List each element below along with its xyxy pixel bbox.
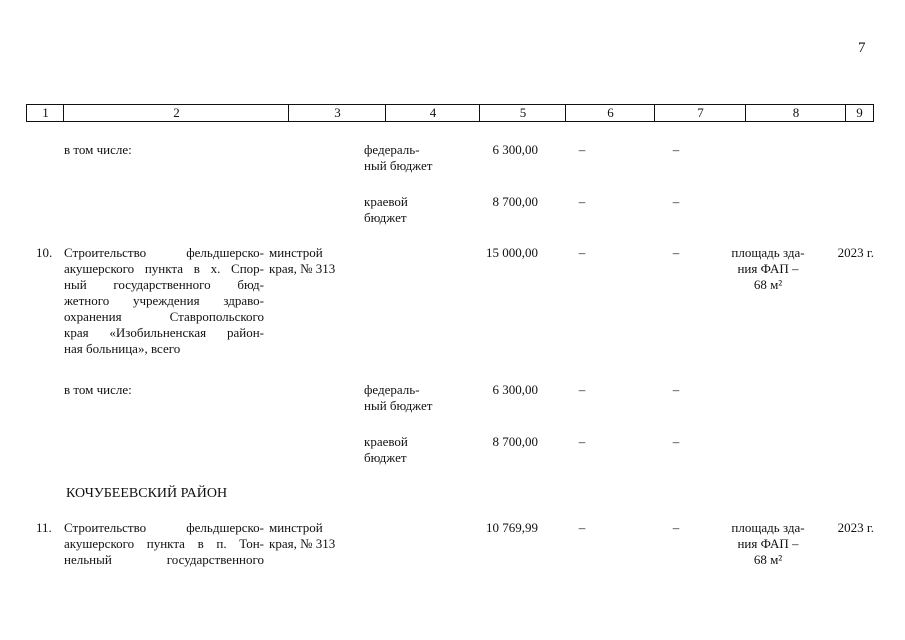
budget-type-line: ный бюджет xyxy=(364,158,433,173)
budget-type-line: краевой xyxy=(364,194,408,209)
result-line: площадь зда- xyxy=(731,245,805,260)
budget-type xyxy=(364,382,464,414)
dash-col6: – xyxy=(578,245,586,260)
result-line: 68 м² xyxy=(753,277,783,292)
description-line: ный государственного бюд- xyxy=(64,277,264,292)
item-description xyxy=(64,245,264,357)
dash-col6: – xyxy=(578,382,586,397)
budget-type-line: бюджет xyxy=(364,210,407,225)
amount-value: 6 300,00 xyxy=(492,142,538,157)
dash-col7: – xyxy=(672,194,680,209)
description-line: Строительство фельдшерско- xyxy=(64,520,264,535)
dash-col7: – xyxy=(672,245,680,260)
amount-value: 8 700,00 xyxy=(492,194,538,209)
description-line: акушерского пункта в х. Спор- xyxy=(64,261,264,276)
result-line: ния ФАП – xyxy=(737,261,799,276)
completion-year: 2023 г. xyxy=(837,245,874,260)
amount-value: 15 000,00 xyxy=(486,245,538,260)
item-description xyxy=(64,520,264,568)
budget-type-line: краевой xyxy=(364,434,408,449)
budget-type-line: ный бюджет xyxy=(364,398,433,413)
result-line: 68 м² xyxy=(753,552,783,567)
responsible-org xyxy=(269,520,359,552)
result-line: площадь зда- xyxy=(731,520,805,535)
dash-col6: – xyxy=(578,434,586,449)
amount-value: 6 300,00 xyxy=(492,382,538,397)
header-cell-6: 6 xyxy=(565,104,655,122)
header-cell-1: 1 xyxy=(26,104,64,122)
dash-col7: – xyxy=(672,142,680,157)
result-indicator xyxy=(722,245,814,293)
item-number: 10. xyxy=(36,245,53,260)
responsible-line: минстрой xyxy=(269,520,323,535)
header-cell-9: 9 xyxy=(845,104,874,122)
completion-year: 2023 г. xyxy=(837,520,874,535)
header-cell-3: 3 xyxy=(288,104,386,122)
responsible-line: края, № 313 xyxy=(269,536,336,551)
item-number: 11. xyxy=(36,520,52,535)
amount-value: 10 769,99 xyxy=(486,520,538,535)
description-line: Строительство фельдшерско- xyxy=(64,245,264,260)
description-line: края «Изобильненская район- xyxy=(64,325,264,340)
responsible-line: минстрой xyxy=(269,245,323,260)
budget-type-line: федераль- xyxy=(364,382,420,397)
budget-type xyxy=(364,142,464,174)
header-cell-5: 5 xyxy=(479,104,566,122)
description-line: акушерского пункта в п. Тон- xyxy=(64,536,264,551)
header-cell-7: 7 xyxy=(654,104,746,122)
dash-col6: – xyxy=(578,520,586,535)
header-cell-8: 8 xyxy=(745,104,846,122)
dash-col7: – xyxy=(672,382,680,397)
dash-col7: – xyxy=(672,434,680,449)
budget-type xyxy=(364,194,464,226)
table-header-row xyxy=(26,104,873,122)
responsible-line: края, № 313 xyxy=(269,261,336,276)
description-line: нельный государственного xyxy=(64,552,264,567)
description-line: жетного учреждения здраво- xyxy=(64,293,264,308)
row-label: в том числе: xyxy=(64,142,132,157)
budget-type-line: федераль- xyxy=(364,142,420,157)
header-cell-4: 4 xyxy=(385,104,480,122)
dash-col7: – xyxy=(672,520,680,535)
header-cell-2: 2 xyxy=(63,104,289,122)
result-line: ния ФАП – xyxy=(737,536,799,551)
budget-type xyxy=(364,434,464,466)
description-line: ная больница», всего xyxy=(64,341,181,356)
dash-col6: – xyxy=(578,142,586,157)
amount-value: 8 700,00 xyxy=(492,434,538,449)
region-heading: КОЧУБЕЕВСКИЙ РАЙОН xyxy=(66,486,228,501)
row-label: в том числе: xyxy=(64,382,132,397)
responsible-org xyxy=(269,245,359,277)
result-indicator xyxy=(722,520,814,568)
page-number: 7 xyxy=(858,40,866,56)
dash-col6: – xyxy=(578,194,586,209)
description-line: охранения Ставропольского xyxy=(64,309,264,324)
budget-type-line: бюджет xyxy=(364,450,407,465)
